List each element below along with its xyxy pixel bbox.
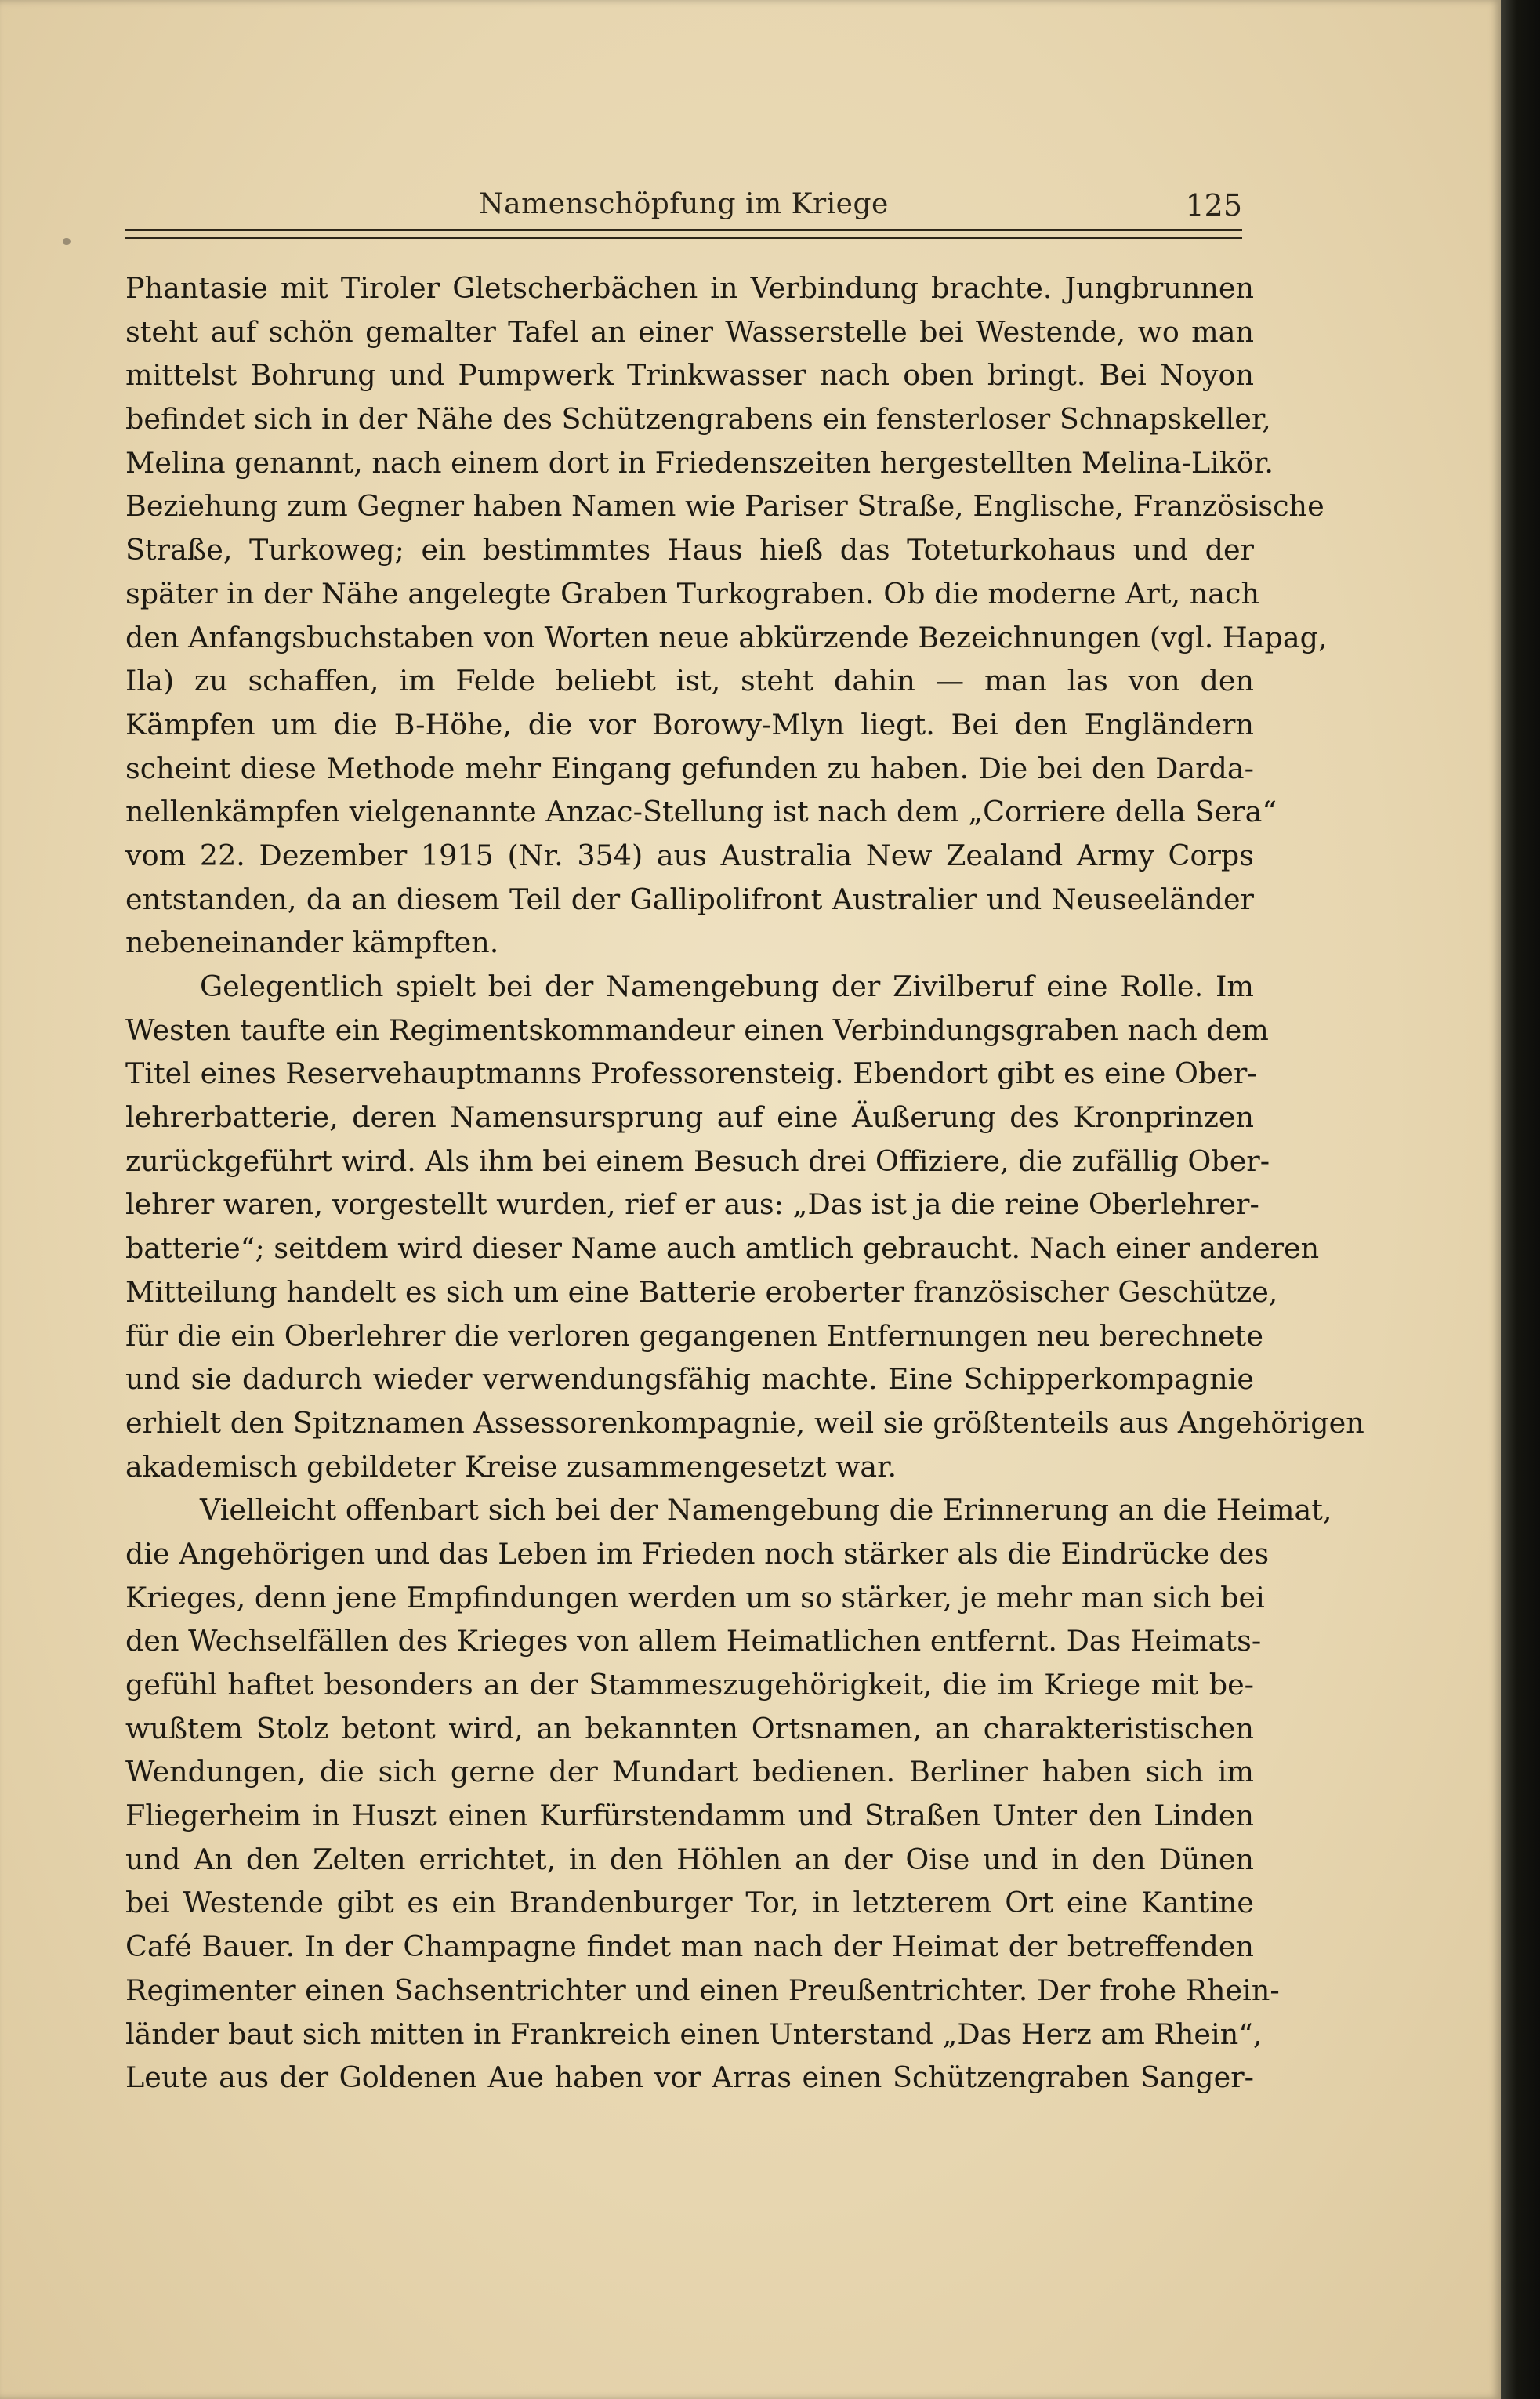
text-line: länder baut sich mitten in Frankreich einen Unterstand „Das Herz am Rhein“, (125, 2017, 1263, 2051)
text-line: den Anfangsbuchstaben von Worten neue abkürzende Bezeichnungen (vgl. Hapag, (125, 620, 1328, 654)
scan-edge (1501, 0, 1540, 2399)
running-title: Namenschöpfung im Kriege (479, 188, 889, 220)
text-line: Kämpfen um die B-Höhe, die vor Borowy-Mlyn liegt. Bei den Engländern (125, 707, 1254, 741)
paragraph (125, 965, 1364, 1488)
text-line: Mitteilung handelt es sich um eine Batterie eroberter französischer Geschütze, (125, 1274, 1278, 1309)
paragraph (125, 1488, 1332, 2100)
paper-speck (63, 238, 71, 245)
text-line: Fliegerheim in Huszt einen Kurfürstendamm und Straßen Unter den Linden (125, 1799, 1254, 1833)
text-line: steht auf schön gemalter Tafel an einer Wasserstelle bei Westende, wo man (125, 314, 1254, 349)
text-line: Straße, Turkoweg; ein bestimmtes Haus hieß das Toteturkohaus und der (125, 533, 1254, 567)
text-line: für die ein Oberlehrer die verloren gegangenen Entfernungen neu berechnete (125, 1318, 1263, 1353)
text-line: Titel eines Reservehauptmanns Professorensteig. Ebendort gibt es eine Ober- (125, 1056, 1257, 1091)
text-line: batterie“; seitdem wird dieser Name auch amtlich gebraucht. Nach einer anderen (125, 1231, 1320, 1266)
text-line: lehrer waren, vorgestellt wurden, rief er aus: „Das ist ja die reine Oberlehrer- (125, 1187, 1259, 1222)
paragraph (125, 266, 1328, 965)
text-line: Beziehung zum Gegner haben Namen wie Pariser Straße, Englische, Französische (125, 489, 1324, 524)
text-line: Ila) zu schaffen, im Felde beliebt ist, steht dahin — man las von den (125, 664, 1254, 698)
text-line: Regimenter einen Sachsentrichter und einen Preußentrichter. Der frohe Rhein- (125, 1973, 1280, 2007)
text-line: scheint diese Methode mehr Eingang gefunden zu haben. Die bei den Darda- (125, 751, 1254, 785)
text-line: vom 22. Dezember 1915 (Nr. 354) aus Australia New Zealand Army Corps (125, 838, 1254, 872)
text-line: und sie dadurch wieder verwendungsfähig machte. Eine Schipperkompagnie (125, 1362, 1254, 1397)
text-line: Vielleicht offenbart sich bei der Namengebung die Erinnerung an die Heimat, (200, 1493, 1332, 1527)
text-line: akademisch gebildeter Kreise zusammengesetzt war. (125, 1449, 897, 1484)
text-line: später in der Nähe angelegte Graben Turkograben. Ob die moderne Art, nach (125, 576, 1259, 611)
text-line: Phantasie mit Tiroler Gletscherbächen in Verbindung brachte. Jungbrunnen (125, 271, 1254, 305)
text-line: Krieges, denn jene Empfindungen werden um so stärker, je mehr man sich bei (125, 1580, 1265, 1614)
page-number: 125 (1185, 188, 1242, 223)
text-line: nellenkämpfen vielgenannte Anzac-Stellung ist nach dem „Corriere della Sera“ (125, 795, 1277, 829)
text-line: Melina genannt, nach einem dort in Friedenszeiten hergestellten Melina-Likör. (125, 445, 1274, 480)
text-line: Leute aus der Goldenen Aue haben vor Arras einen Schützengraben Sanger- (125, 2060, 1254, 2095)
text-line: befindet sich in der Nähe des Schützengrabens ein fensterloser Schnapskeller, (125, 402, 1271, 437)
text-line: und An den Zelten errichtet, in den Höhlen an der Oise und in den Dünen (125, 1842, 1254, 1876)
text-line: den Wechselfällen des Krieges von allem Heimatlichen entfernt. Das Heimats- (125, 1624, 1262, 1658)
text-line: Westen taufte ein Regimentskommandeur einen Verbindungsgraben nach dem (125, 1013, 1269, 1047)
body-text (125, 266, 1364, 2100)
text-line: Wendungen, die sich gerne der Mundart bedienen. Berliner haben sich im (125, 1755, 1254, 1789)
text-line: nebeneinander kämpften. (125, 926, 499, 960)
text-line: mittelst Bohrung und Pumpwerk Trinkwasser nach oben bringt. Bei Noyon (125, 358, 1254, 393)
text-line: entstanden, da an diesem Teil der Gallipolifront Australier und Neuseeländer (125, 882, 1254, 916)
text-line: zurückgeführt wird. Als ihm bei einem Besuch drei Offiziere, die zufällig Ober- (125, 1143, 1270, 1178)
text-line: Gelegentlich spielt bei der Namengebung der Zivilberuf eine Rolle. Im (200, 969, 1254, 1003)
text-line: gefühl haftet besonders an der Stammeszugehörigkeit, die im Kriege mit be- (125, 1668, 1254, 1701)
text-line: wußtem Stolz betont wird, an bekannten Ortsnamen, an charakteristischen (125, 1711, 1254, 1745)
running-header (125, 188, 1242, 227)
text-line: erhielt den Spitznamen Assessorenkompagnie, weil sie größtenteils aus Angehörigen (125, 1405, 1364, 1440)
header-rule (125, 229, 1242, 239)
text-line: Café Bauer. In der Champagne findet man nach der Heimat der betreffenden (125, 1930, 1254, 1964)
text-line: bei Westende gibt es ein Brandenburger Tor, in letzterem Ort eine Kantine (125, 1886, 1254, 1920)
text-line: lehrerbatterie, deren Namensursprung auf eine Äußerung des Kronprinzen (125, 1100, 1254, 1135)
text-line: die Angehörigen und das Leben im Frieden noch stärker als die Eindrücke des (125, 1536, 1270, 1571)
